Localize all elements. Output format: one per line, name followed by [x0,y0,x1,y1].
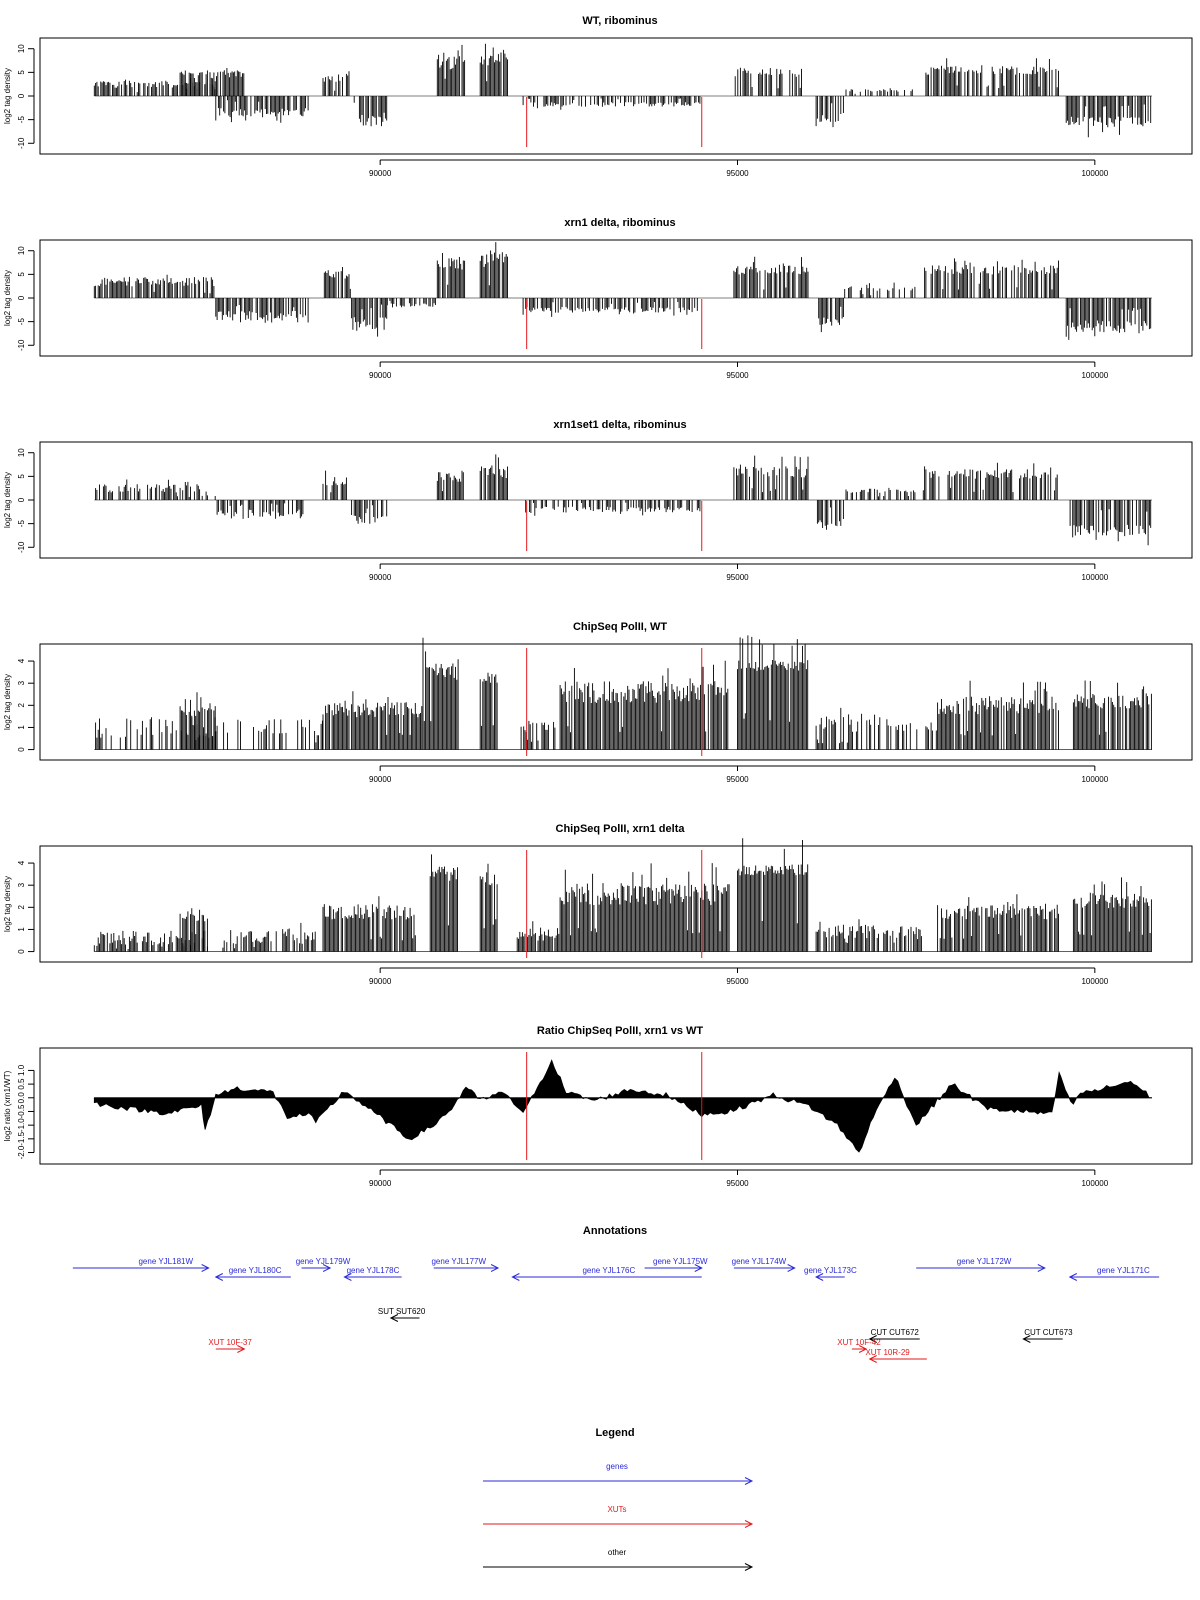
x-tick-label: 90000 [369,977,392,986]
legend-item-gene [483,1462,752,1485]
x-tick-label: 100000 [1081,573,1109,582]
bar-series [180,68,244,96]
annotation-label: gene YJL175W [653,1257,708,1266]
bar-series [223,923,315,952]
bar-series [323,896,415,951]
bar-series [560,661,728,750]
bar-series [926,58,1059,96]
y-tick-label: 0 [17,295,26,301]
annotation-label: gene YJL178C [346,1266,400,1275]
x-tick-label: 95000 [726,573,749,582]
y-tick-label: 5 [17,70,26,75]
bar-series [819,298,844,332]
panel-2 [3,217,1192,380]
y-tick-label: 1 [17,927,26,932]
panel-title: Ratio ChipSeq PolII, xrn1 vs WT [536,1025,704,1037]
y-tick-label: -1.5 [17,1131,26,1146]
bar-series [523,96,700,110]
bar-series [734,456,808,500]
panel-title: ChipSeq PolII, WT [572,621,668,633]
y-tick-label: -10 [17,541,26,554]
bar-series [324,267,350,298]
bar-series [430,854,457,951]
bar-series [480,454,507,500]
x-tick-label: 100000 [1081,1179,1109,1188]
x-tick-label: 100000 [1081,775,1109,784]
bar-series [352,298,387,337]
bar-series [216,96,308,123]
bar-series [517,921,557,951]
y-tick-label: -5 [17,116,26,124]
panel-title: xrn1 delta, ribominus [564,217,676,229]
x-tick-label: 100000 [1081,977,1109,986]
y-tick-label: -1.0 [17,1118,26,1133]
bar-series [845,283,915,298]
x-tick-label: 90000 [369,169,392,178]
annotation-other [1023,1328,1073,1343]
annotation-label: CUT CUT673 [1024,1328,1073,1337]
x-tick-label: 95000 [726,169,749,178]
legend-label: genes [606,1462,628,1471]
bar-series [94,275,214,298]
bar-series [523,298,697,317]
panel-6 [3,1025,1192,1188]
y-tick-label: 1 [17,725,26,730]
x-tick-label: 100000 [1081,371,1109,380]
y-tick-label: 0.0 [17,1092,26,1104]
legend-label: XUTs [607,1505,627,1514]
bar-series [816,708,880,750]
annotation-label: SUT SUT620 [377,1307,426,1316]
y-tick-label: -10 [17,137,26,150]
y-tick-label: -5 [17,318,26,326]
annotation-xut [865,1348,926,1363]
bar-series [1070,500,1151,545]
bar-series [323,471,346,500]
x-tick-label: 90000 [369,775,392,784]
annotation-label: gene YJL177W [431,1257,487,1266]
y-tick-label: 5 [17,474,26,479]
annotation-label: gene YJL180C [228,1266,282,1275]
y-tick-label: 0 [17,497,26,503]
y-tick-label: 0.5 [17,1078,26,1090]
panel-5 [3,823,1192,986]
bar-series [938,894,1059,951]
y-tick-label: -5 [17,520,26,528]
bar-series [387,298,435,307]
annotation-label: gene YJL174W [731,1257,787,1266]
x-tick-label: 95000 [726,371,749,380]
bar-series [735,68,801,96]
bar-series [354,96,387,126]
y-tick-label: 10 [17,44,26,54]
x-tick-label: 90000 [369,371,392,380]
bar-series [352,500,387,524]
annotation-label: gene YJL171C [1097,1266,1150,1275]
y-tick-label: 5 [17,272,26,277]
annotation-gene [645,1257,708,1272]
bar-series [180,908,207,951]
bar-series [816,919,921,951]
legend-item-other [483,1548,752,1571]
annotation-gene [216,1266,291,1281]
annotation-label: gene YJL172W [956,1257,1012,1266]
y-tick-label: 2 [17,905,26,910]
x-tick-label: 90000 [369,573,392,582]
y-tick-label: 4 [17,860,26,866]
legend-title: Legend [595,1427,635,1439]
bar-series [437,253,464,298]
annotation-gene [296,1257,351,1272]
annotation-label: gene YJL181W [138,1257,194,1266]
bar-series [526,500,700,516]
bar-series [480,864,497,952]
legend-label: other [607,1548,627,1557]
bar-series [437,45,464,96]
annotation-label: gene YJL179W [295,1257,351,1266]
y-tick-label: 3 [17,680,26,686]
bar-series [559,863,729,952]
y-tick-label: 0 [17,949,26,954]
legend [483,1427,752,1571]
bar-series [96,480,216,501]
bar-series [817,500,843,530]
ratio-area [94,1060,1152,1152]
y-tick-label: 4 [17,658,26,664]
y-axis-label: log2 tag density [3,471,12,529]
y-axis-label: log2 tag density [3,67,12,125]
y-tick-label: 2 [17,703,26,708]
y-axis-label: log2 ratio (xrn1/WT) [3,1070,12,1142]
panel-title: ChipSeq PolII, xrn1 delta [555,823,685,835]
bar-series [1066,96,1151,137]
bar-series [938,681,1059,750]
panel-4 [3,621,1192,784]
annotation-label: gene YJL176C [582,1266,636,1275]
annotation-label: XUT 10F-42 [837,1338,881,1347]
annotation-label: gene YJL173C [804,1266,857,1275]
y-tick-label: 1.0 [17,1064,26,1076]
bar-series [816,96,843,127]
panel-title: WT, ribominus [582,15,658,27]
bar-series [480,242,507,298]
bar-series [480,673,497,750]
legend-item-xut [483,1505,752,1528]
y-axis-label: log2 tag density [3,673,12,731]
y-tick-label: -10 [17,339,26,352]
bar-series [323,71,349,96]
bar-series [423,638,458,750]
panel-title: xrn1set1 delta, ribominus [553,419,687,431]
bar-series [925,258,1059,298]
annotation-gene [916,1257,1045,1272]
annotation-gene [344,1266,401,1281]
annotation-xut [208,1338,252,1353]
bar-series [437,471,463,500]
bar-series [923,463,1057,500]
annotation-gene [1070,1266,1159,1281]
bar-series [1066,298,1151,340]
annotation-label: XUT 10F-37 [208,1338,252,1347]
y-tick-label: 3 [17,882,26,888]
annotation-gene [804,1266,857,1281]
bar-series [846,488,915,500]
annotation-gene [732,1257,795,1272]
bar-series [323,691,422,749]
x-tick-label: 90000 [369,1179,392,1188]
x-tick-label: 95000 [726,1179,749,1188]
y-tick-label: -2.0 [17,1145,26,1160]
annotation-label: XUT 10R-29 [865,1348,910,1357]
annotation-gene [73,1257,209,1272]
x-tick-label: 95000 [726,977,749,986]
y-axis-label: log2 tag density [3,269,12,327]
annotation-other [378,1307,426,1322]
bar-series [217,500,303,519]
bar-series [738,838,808,951]
bar-series [846,88,912,96]
y-tick-label: -0.5 [17,1104,26,1119]
y-axis-label: log2 tag density [3,875,12,933]
bar-series [738,635,808,749]
annotation-label: CUT CUT672 [870,1328,919,1337]
annotations-title: Annotations [582,1225,648,1237]
bar-series [1073,877,1151,951]
y-tick-label: 10 [17,246,26,256]
annotation-gene [431,1257,498,1272]
bar-series [480,44,507,96]
bar-series [734,257,808,298]
x-tick-label: 100000 [1081,169,1109,178]
x-tick-label: 95000 [726,775,749,784]
annotations-track [73,1225,1159,1363]
panel-1 [3,15,1192,178]
y-tick-label: 10 [17,448,26,458]
y-tick-label: 0 [17,93,26,99]
bar-series [887,719,936,749]
bar-series [216,719,323,749]
bar-series [1073,681,1151,750]
bar-series [216,298,308,323]
y-tick-label: 0 [17,747,26,752]
panel-3 [3,419,1192,582]
bar-series [180,692,215,749]
